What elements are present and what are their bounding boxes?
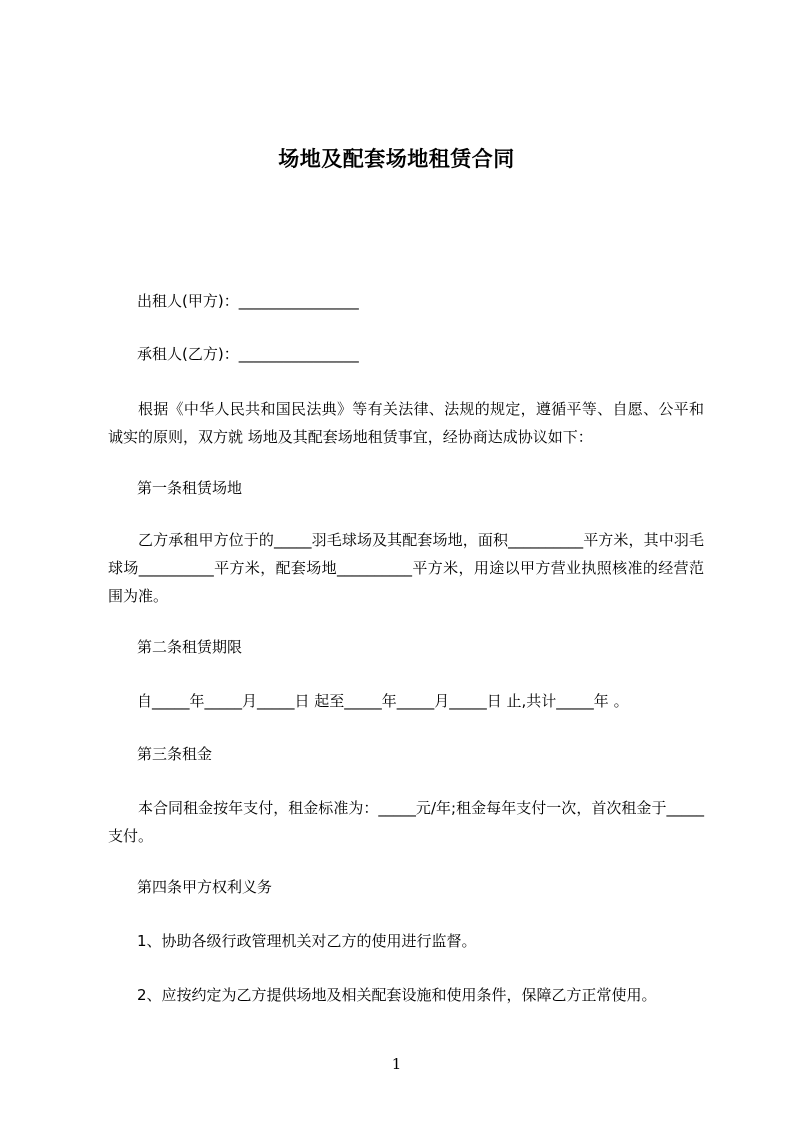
- article3-body: 本合同租金按年支付，租金标准为：_____元/年;租金每年支付一次，首次租金于_____支付。: [108, 799, 704, 845]
- article4-item-2: 2、应按约定为乙方提供场地及相关配套设施和使用条件，保障乙方正常使用。: [137, 986, 657, 1004]
- article3-heading: 第三条租金: [137, 745, 213, 763]
- lessor-line: 出租人(甲方)：________________: [137, 292, 359, 310]
- article1-body: 乙方承租甲方位于的_____羽毛球场及其配套场地，面积__________平方米，其中羽毛球场__________平方米，配套场地__________平方米，用途以甲方营业执照核准的经营范围为准。: [108, 531, 704, 605]
- article2-heading: 第二条租赁期限: [137, 638, 243, 656]
- article4-heading: 第四条甲方权利义务: [137, 878, 273, 896]
- article4-item-1: 1、协助各级行政管理机关对乙方的使用进行监督。: [137, 932, 477, 950]
- document-title: 场地及配套场地租赁合同: [278, 147, 515, 171]
- article1-heading: 第一条租赁场地: [137, 479, 243, 497]
- page-number: 1: [391, 1055, 402, 1073]
- lessee-line: 承租人(乙方)：________________: [137, 345, 359, 363]
- intro-paragraph: 根据《中华人民共和国民法典》等有关法律、法规的规定，遵循平等、自愿、公平和诚实的原则，双方就 场地及其配套场地租赁事宜，经协商达成协议如下：: [108, 400, 704, 446]
- article2-body: 自_____年_____月_____日 起至_____年_____月_____日 止,共计_____年 。: [137, 692, 629, 710]
